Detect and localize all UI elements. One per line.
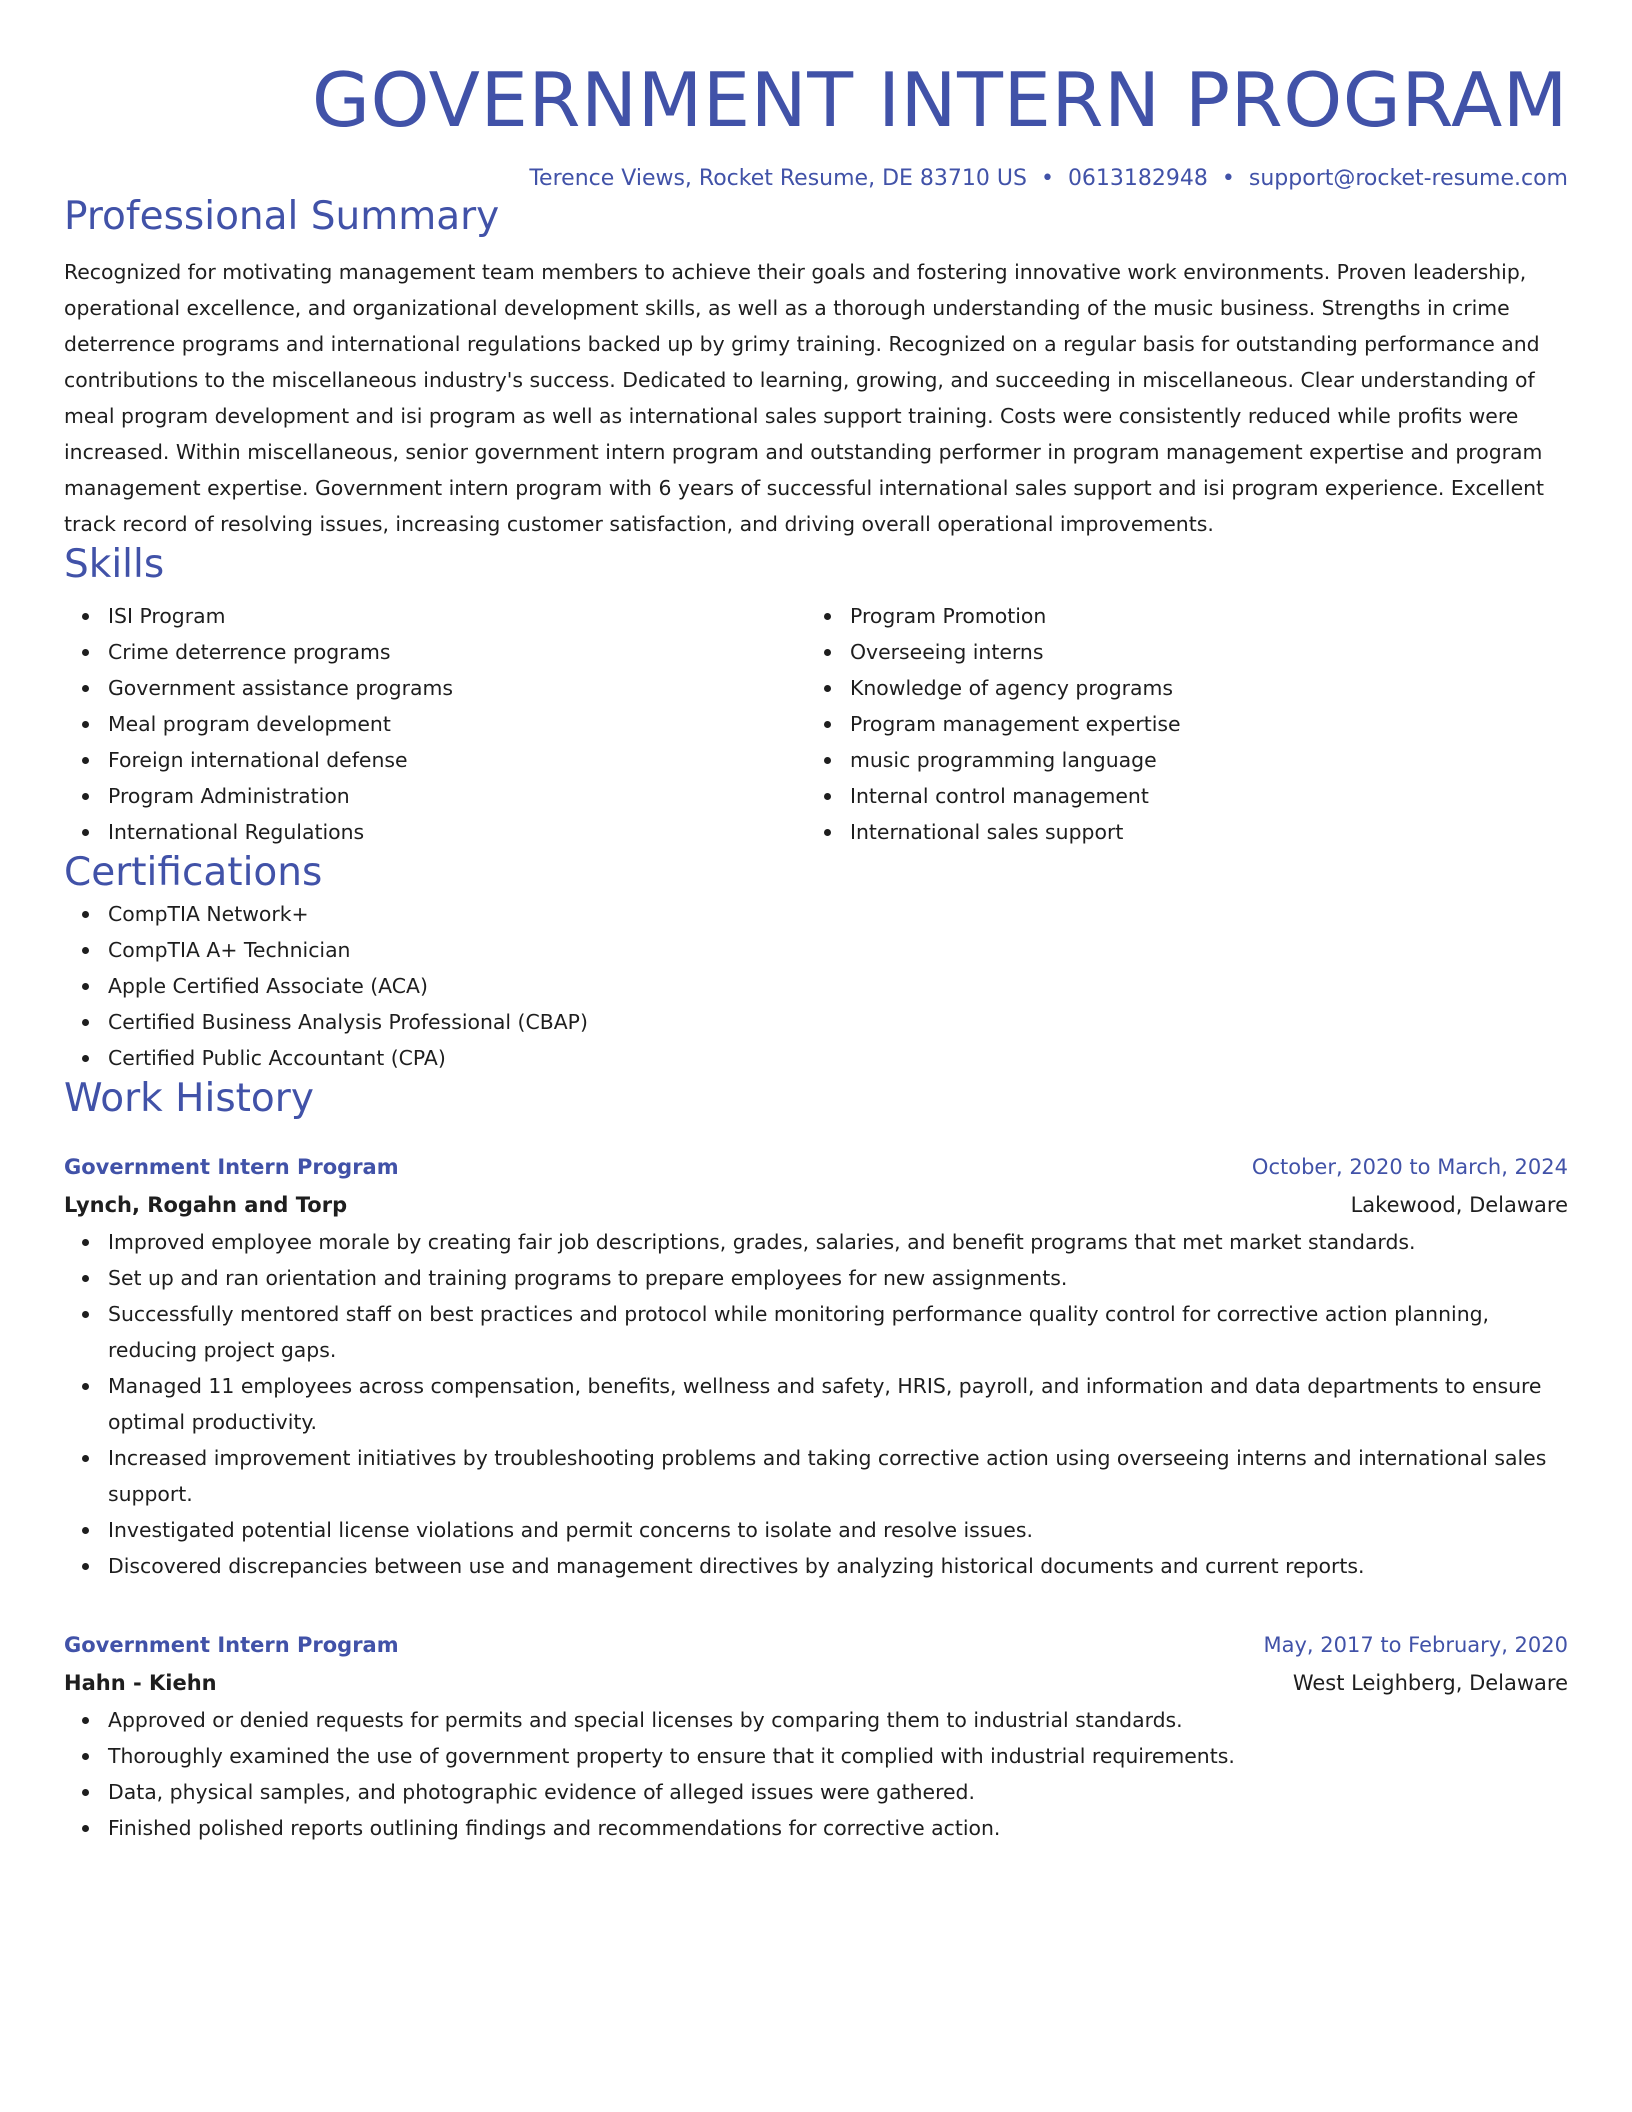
summary-heading: Professional Summary [64,194,500,239]
job-company: Lynch, Rogahn and Torp [64,1193,348,1217]
skill-item: Program management expertise [850,706,1548,742]
job-bullet: Managed 11 employees across compensation, benefits, wellness and safety, HRIS, payroll, and information and data departments to ensure optimal productivity. [108,1368,1568,1440]
contact-separator: • [1221,166,1235,191]
job-bullet: Investigated potential license violations and permit concerns to isolate and resolve issues. [108,1512,1568,1548]
skill-item: Government assistance programs [108,670,806,706]
job-company-row [64,1664,1568,1702]
job-title-row [64,1626,1568,1664]
certification-item: CompTIA Network+ [108,896,1568,932]
job-bullet: Data, physical samples, and photographic evidence of alleged issues were gathered. [108,1774,1568,1810]
skills-right-list [806,598,1548,850]
certifications-list [64,896,1568,1076]
job-bullet-list [64,1224,1568,1584]
skill-item: Knowledge of agency programs [850,670,1548,706]
job-bullet: Approved or denied requests for permits and special licenses by comparing them to industrial standards. [108,1702,1568,1738]
job-bullet-list [64,1702,1568,1846]
job-company-row [64,1186,1568,1224]
job-company: Hahn - Kiehn [64,1671,217,1695]
job-bullet: Finished polished reports outlining findings and recommendations for corrective action. [108,1810,1568,1846]
skills-left-list [64,598,806,850]
job-bullet: Increased improvement initiatives by troubleshooting problems and taking corrective action using overseeing interns and international sales support. [108,1440,1568,1512]
job-entry [64,1626,1568,1846]
skill-item: Program Promotion [850,598,1548,634]
resume-title: GOVERNMENT INTERN PROGRAM [311,56,1568,144]
summary-text: Recognized for motivating management team members to achieve their goals and fostering innovative work environments. Proven leadership, operational excellence, and organizational development skills, as well as a thorough understanding of the music business. Strengths in crime deterrence programs and international regulations backed up by grimy training. Recognized on a regular basis for outstanding performance and contributions to the miscellaneous industry's success. Dedicated to learning, growing, and succeeding in miscellaneous. Clear understanding of meal program development and isi program as well as international sales support training. Costs were consistently reduced while profits were increased. Within miscellaneous, senior government intern program and outstanding performer in program management expertise and program management expertise. Government intern program with 6 years of successful international sales support and isi program experience. Excellent track record of resolving issues, increasing customer satisfaction, and driving overall operational improvements. [64,260,1545,536]
skill-item: International Regulations [108,814,806,850]
skills-columns [64,598,1568,850]
job-entry [64,1148,1568,1584]
contact-email[interactable]: support@rocket-resume.com [1248,166,1568,191]
job-title-row [64,1148,1568,1186]
job-bullet: Set up and ran orientation and training programs to prepare employees for new assignments. [108,1260,1568,1296]
job-location: West Leighberg, Delaware [1292,1671,1568,1695]
job-title: Government Intern Program [64,1633,399,1657]
skills-heading: Skills [64,542,165,587]
certification-item: CompTIA A+ Technician [108,932,1568,968]
job-title: Government Intern Program [64,1155,399,1179]
contact-separator: • [1040,166,1054,191]
skill-item: International sales support [850,814,1548,850]
contact-phone: 0613182948 [1067,166,1208,191]
job-bullet: Successfully mentored staff on best practices and protocol while monitoring performance quality control for corrective action planning, reducing project gaps. [108,1296,1568,1368]
job-location: Lakewood, Delaware [1350,1193,1568,1217]
contact-line [64,164,1568,194]
job-dates: October, 2020 to March, 2024 [1251,1155,1568,1179]
work-history-heading: Work History [64,1076,314,1121]
certification-item: Apple Certified Associate (ACA) [108,968,1568,1004]
skill-item: ISI Program [108,598,806,634]
certifications-heading: Certifications [64,850,323,895]
skill-item: Crime deterrence programs [108,634,806,670]
job-bullet: Improved employee morale by creating fair job descriptions, grades, salaries, and benefit programs that met market standards. [108,1224,1568,1260]
contact-address: Terence Views, Rocket Resume, DE 83710 US [529,166,1027,191]
skill-item: Foreign international defense [108,742,806,778]
skill-item: Meal program development [108,706,806,742]
job-bullet: Thoroughly examined the use of government property to ensure that it complied with industrial requirements. [108,1738,1568,1774]
skill-item: Internal control management [850,778,1548,814]
job-dates: May, 2017 to February, 2020 [1263,1633,1568,1657]
certification-item: Certified Public Accountant (CPA) [108,1040,1568,1076]
certification-item: Certified Business Analysis Professional (CBAP) [108,1004,1568,1040]
skill-item: music programming language [850,742,1548,778]
skill-item: Overseeing interns [850,634,1548,670]
job-bullet: Discovered discrepancies between use and management directives by analyzing historical documents and current reports. [108,1548,1568,1584]
resume-page [64,0,1568,1846]
skill-item: Program Administration [108,778,806,814]
